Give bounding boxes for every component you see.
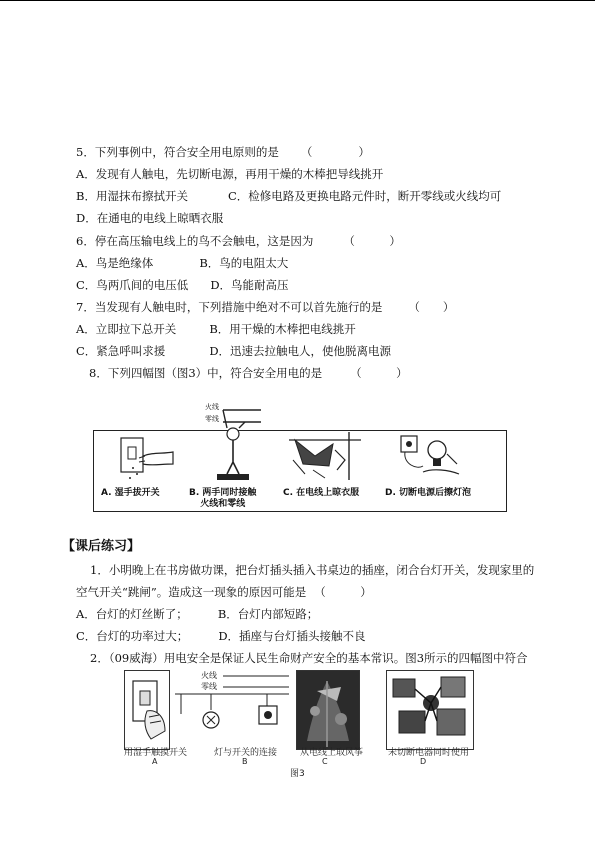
section-title: 【课后练习】 xyxy=(62,539,141,554)
q7-answer-blank[interactable]: （ ） xyxy=(408,300,455,314)
q5-stem: 5．下列事例中，符合安全用电原则的是 （ ） xyxy=(76,145,370,159)
safety-figure-2 xyxy=(124,670,487,778)
wet-hand-switch-illustration xyxy=(99,434,179,486)
fig1-caption-d: D. 切断电源后擦灯泡 xyxy=(385,488,472,498)
q5-answer-blank[interactable]: （ ） xyxy=(300,145,370,159)
p1-options-cd xyxy=(76,629,366,643)
fig1-caption-c: C. 在电线上晾衣服 xyxy=(283,488,360,498)
q6-option-c: C．鸟两爪间的电压低 xyxy=(76,278,189,292)
fig2-number: 图3 xyxy=(290,769,305,779)
q5-option-a: A．发现有人触电，先切断电源，再用干燥的木棒把导线挑开 xyxy=(76,167,384,181)
fig2-panel-d xyxy=(386,670,474,750)
two-wire-contact-illustration xyxy=(203,404,263,484)
fig2-live-wire-label: 火线 xyxy=(201,671,217,680)
fig2-letter-c: C xyxy=(322,757,328,766)
fig1-live-wire-label: 火线 xyxy=(205,403,219,411)
fig2-letter-b: B xyxy=(242,757,248,766)
top-border xyxy=(0,0,595,1)
q7-options-cd xyxy=(76,344,391,358)
fig2-panel-c xyxy=(296,670,360,750)
q7-option-a: A．立即拉下总开关 xyxy=(76,322,177,336)
p1-answer-blank[interactable]: （ ） xyxy=(314,585,372,599)
p1-option-b: B．台灯内部短路； xyxy=(217,607,319,621)
q6-option-a: A．鸟是绝缘体 xyxy=(76,256,154,270)
p1-option-c: C．台灯的功率过大； xyxy=(76,629,189,643)
q6-options-cd xyxy=(76,278,289,292)
fig2-caption-a: 用湿手触摸开关 xyxy=(124,748,188,758)
p1-options-ab xyxy=(76,607,318,621)
fig1-caption-b: B. 两手同时接触 火线和零线 xyxy=(189,488,257,509)
q5-option-b: B．用湿抹布擦拭开关 xyxy=(76,189,188,203)
overloaded-socket-photo xyxy=(387,671,473,749)
q7-option-b: B．用干燥的木棒把电线挑开 xyxy=(209,322,356,336)
kite-on-wire-photo xyxy=(297,671,359,749)
p1-option-a: A．台灯的灯丝断了； xyxy=(76,607,188,621)
p1-stem-line2: 空气开关“跳闸”。造成这一现象的原因可能是 （ ） xyxy=(76,585,372,599)
fig2-panel-a xyxy=(124,670,170,750)
fig2-panel-b xyxy=(171,670,291,748)
q6-option-d: D．鸟能耐高压 xyxy=(210,278,289,292)
safety-figure-1 xyxy=(93,402,505,512)
fig2-letter-a: A xyxy=(152,757,158,766)
p2-stem-line1: 2．（09威海）用电安全是保证人民生命财产安全的基本常识。图3所示的四幅图中符合 xyxy=(90,651,528,665)
fig2-caption-c: 从电线上取风筝 xyxy=(300,748,364,758)
q5-option-c: C．检修电路及更换电路元件时，断开零线或火线均可 xyxy=(227,189,502,203)
q5-option-d: D．在通电的电线上晾晒衣服 xyxy=(76,211,224,225)
fig1-neutral-wire-label: 零线 xyxy=(205,415,219,423)
fig1-caption-a: A. 湿手拔开关 xyxy=(101,488,160,498)
q6-options-ab xyxy=(76,256,288,270)
wet-hand-switch-photo xyxy=(125,671,169,749)
q5-option-b-c xyxy=(76,189,501,203)
q7-option-d: D．迅速去拉触电人，使他脱离电源 xyxy=(209,344,392,358)
fig2-letter-d: D xyxy=(420,757,427,766)
bulb-cleaning-illustration xyxy=(393,430,473,482)
fig2-caption-d: 未切断电器同时使用 xyxy=(388,748,470,758)
q7-option-c: C．紧急呼叫求援 xyxy=(76,344,166,358)
q8-answer-blank[interactable]: （ ） xyxy=(350,366,408,380)
q8-stem: 8．下列四幅图（图3）中，符合安全用电的是 （ ） xyxy=(89,366,408,380)
clothes-on-wire-illustration xyxy=(285,430,365,482)
q7-stem: 7．当发现有人触电时，下列措施中绝对不可以首先施行的是 （ ） xyxy=(76,300,455,314)
q6-option-b: B．鸟的电阻太大 xyxy=(199,256,289,270)
fig2-caption-b: 灯与开关的连接 xyxy=(214,748,278,758)
p1-option-d: D．插座与台灯插头接触不良 xyxy=(218,629,366,643)
q6-answer-blank[interactable]: （ ） xyxy=(343,234,401,248)
lamp-switch-circuit-diagram xyxy=(171,670,291,748)
q7-options-ab xyxy=(76,322,356,336)
fig2-neutral-wire-label: 零线 xyxy=(201,682,217,691)
p1-stem-line1: 1．小明晚上在书房做功课，把台灯插头插入书桌边的插座，闭合台灯开关，发现家里的 xyxy=(90,563,535,577)
q6-stem: 6．停在高压输电线上的鸟不会触电，这是因为 （ ） xyxy=(76,234,401,248)
